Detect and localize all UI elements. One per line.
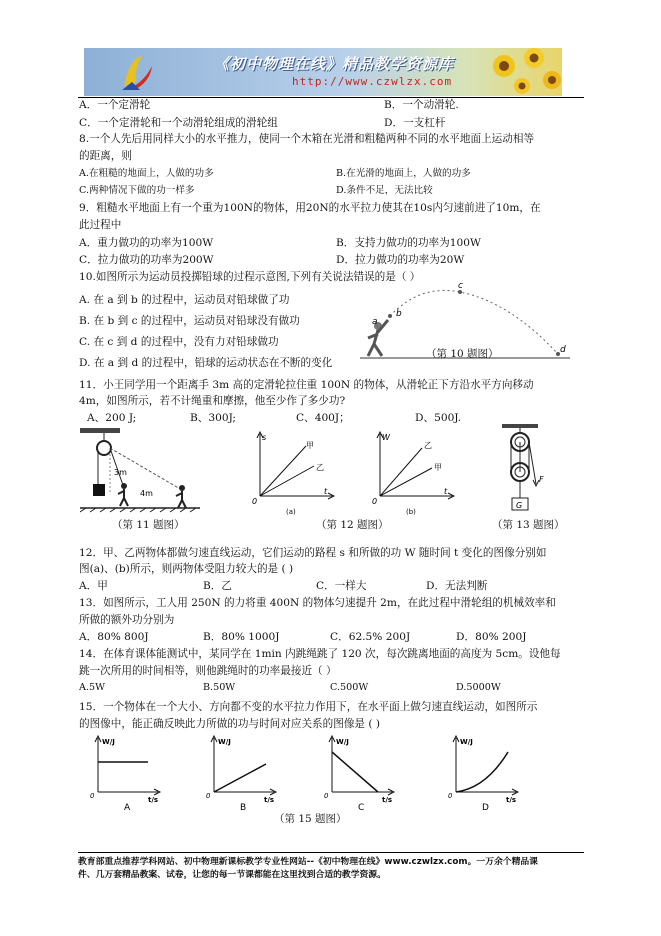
q7-option-c: C．一个定滑轮和一个动滑轮组成的滑轮组 (79, 117, 278, 129)
q10-option-d: D. 在 a 到 d 的过程中，铅球的运动状态在不断的变化 (79, 357, 333, 369)
q7-option-a: A．一个定滑轮 (79, 99, 151, 111)
q10-option-c: C. 在 c 到 d 的过程中，没有力对铅球做功 (79, 336, 279, 348)
q9-option-d: D．拉力做功的功率为20W (336, 254, 465, 266)
q13-pulley-block-figure (494, 422, 554, 518)
q12a-ylabel: s (262, 433, 267, 442)
q15-caption: （第 15 题图） (274, 813, 347, 825)
q12-stem-line2: 图(a)、(b)所示，则两物体受阻力较大的是 ( ) (79, 563, 294, 575)
q15a-origin: 0 (90, 792, 95, 800)
q15-graphs-figure (88, 734, 538, 812)
q10-option-b: B. 在 b 到 c 的过程中，运动员对铅球没有做功 (79, 315, 300, 327)
athlete-figure-icon (368, 320, 388, 356)
q15d-ylabel: W/J (460, 738, 473, 746)
q11-stem-line2: 4m，如图所示，若不计绳重和摩擦，他至少作了多少功? (79, 395, 346, 407)
q15d-origin: 0 (448, 792, 453, 800)
q7-option-b: B．一个动滑轮. (384, 99, 459, 111)
q11-weight-block (93, 484, 105, 496)
q14-option-a: A.5W (79, 682, 105, 693)
q15c-ylabel: W/J (336, 738, 349, 746)
q15c-origin: 0 (324, 792, 329, 800)
q15-stem-line1: 15．一个物体在一个大小、方向都不变的水平拉力作用下，在水平面上做匀速直线运动，如图所示 (79, 701, 538, 713)
q12a-line2-label: 乙 (316, 463, 324, 472)
q11-stem-line1: 11．小王同学用一个距离手 3m 高的定滑轮拉住重 100N 的物体，从滑轮正下方沿水平方向移动 (79, 379, 534, 391)
q7-option-d: D．一支杠杆 (384, 117, 446, 129)
footer-line2: 件、几万套精品教案、试卷，让您的每一节课都能在这里找到合适的教学资源。 (78, 870, 386, 880)
q12b-line2-label: 甲 (434, 463, 442, 472)
q12b-line1-label: 乙 (424, 441, 432, 450)
header-banner (84, 48, 562, 96)
q9-stem-line2: 此过程中 (79, 219, 122, 231)
q14-stem-line2: 跳一次所用的时间相等，则他跳绳时的功率最接近（ ） (79, 665, 337, 677)
banner-url[interactable]: http://www.czwlzx.com (292, 75, 453, 88)
q11-label-4m: 4m (140, 489, 153, 498)
q15b-letter: B (240, 803, 247, 812)
q15d-letter: D (482, 803, 489, 812)
q12-caption: （第 12 题图） (316, 519, 389, 531)
q15-graph-a (90, 736, 160, 812)
sunflower-decoration-icon (482, 48, 562, 96)
q11-option-a: A、200 J; (87, 412, 137, 424)
q13-caption: （第 13 题图） (492, 519, 565, 531)
q12-option-d: D．无法判断 (426, 580, 488, 592)
q11-pulley-figure (80, 428, 200, 514)
q10-caption: （第 10 题图） (426, 348, 499, 360)
q8-stem-line2: 的距离，则 (79, 150, 132, 162)
q10-option-a: A. 在 a 到 b 的过程中，运动员对铅球做了功 (79, 294, 290, 306)
q14-option-d: D.5000W (456, 682, 501, 693)
header-rule (78, 97, 584, 98)
q12b-ylabel: W (382, 433, 390, 442)
q8-option-d: D.条件不足，无法比较 (336, 185, 433, 196)
q12b-tag: (b) (406, 508, 416, 516)
q13-option-c: C．62.5% 200J (330, 631, 411, 643)
banner-title: 《初中物理在线》精品教学资源库 (214, 55, 455, 73)
q15b-origin: 0 (206, 792, 211, 800)
q15a-xlabel: t/s (148, 796, 159, 804)
q10-label-c: c (458, 282, 463, 291)
q15-graph-d (448, 736, 518, 812)
q15b-ylabel: W/J (218, 738, 231, 746)
q9-option-c: C．拉力做功的功率为200W (79, 254, 214, 266)
q15-graph-c (324, 736, 394, 812)
q8-option-c: C.两种情况下做的功一样多 (79, 185, 195, 196)
q10-label-d: d (560, 345, 566, 355)
footer-rule (78, 852, 584, 853)
q15b-xlabel: t/s (264, 796, 275, 804)
site-logo-icon (120, 52, 156, 92)
q12a-origin: 0 (252, 497, 258, 506)
q10-label-a: a (372, 317, 378, 327)
q15-graph-b (206, 736, 276, 812)
q15a-ylabel: W/J (102, 738, 115, 746)
q14-stem-line1: 14．在体育课体能测试中，某同学在 1min 内跳绳跳了 120 次，每次跳离地面的高度为 5cm。设他每 (79, 648, 561, 660)
q8-option-b: B.在光滑的地面上，人做的功多 (336, 168, 471, 179)
q10-label-b: b (396, 309, 402, 319)
q15a-letter: A (124, 803, 131, 812)
q13-label-g: G (516, 501, 523, 510)
q12-option-c: C．一样大 (316, 580, 367, 592)
footer-text (78, 856, 584, 882)
q12-option-b: B．乙 (203, 580, 232, 592)
q11-label-3m: 3m (114, 468, 127, 477)
q12-option-a: A．甲 (79, 580, 108, 592)
q12-graph-a (248, 428, 340, 516)
q15c-letter: C (358, 803, 365, 812)
q13-option-a: A．80% 800J (79, 631, 149, 643)
q10-stem: 10.如图所示为运动员投掷铅球的过程示意图,下列有关说法错误的是（ ） (79, 271, 421, 283)
q14-option-b: B.50W (203, 682, 236, 693)
q12a-line1-label: 甲 (306, 441, 314, 450)
q8-option-a: A.在粗糙的地面上，人做的功多 (79, 168, 214, 179)
q11-option-d: D、500J. (415, 412, 462, 424)
q13-option-b: B．80% 1000J (203, 631, 280, 643)
q13-option-d: D．80% 200J (456, 631, 527, 643)
q8-stem-line1: 8.一个人先后用同样大小的水平推力，使同一个木箱在光滑和粗糙两种不同的水平地面上运动相等 (79, 133, 535, 145)
q12a-xlabel: t (324, 487, 328, 496)
q11-caption: （第 11 题图） (112, 519, 185, 531)
q12b-origin: 0 (372, 497, 378, 506)
q15-stem-line2: 的图像中，能正确反映此力所做的功与时间对应关系的图像是 ( ) (79, 718, 381, 730)
q9-option-a: A．重力做功的功率为100W (79, 237, 214, 249)
q12b-xlabel: t (444, 487, 448, 496)
q15c-xlabel: t/s (382, 796, 393, 804)
q14-option-c: C.500W (330, 682, 369, 693)
q12-stem-line1: 12．甲、乙两物体都做匀速直线运动，它们运动的路程 s 和所做的功 W 随时间 t 变化的图像分别如 (79, 547, 547, 559)
q12a-tag: (a) (286, 508, 296, 516)
q13-stem-line2: 所做的额外功分别为 (79, 614, 175, 626)
q11-option-b: B、300J; (190, 412, 236, 424)
q9-option-b: B．支持力做功的功率为100W (336, 237, 481, 249)
q13-stem-line1: 13．如图所示，工人用 250N 的力将重 400N 的物体匀速提升 2m，在此过程中滑轮组的机械效率和 (79, 597, 556, 609)
q9-stem-line1: 9．粗糙水平地面上有一个重为100N的物体，用20N的水平拉力使其在10s内匀速前进了10m，在 (79, 202, 541, 214)
q12-graph-b (368, 428, 460, 516)
q13-label-f: F (539, 475, 544, 484)
q11-option-c: C、400J； (296, 412, 350, 424)
footer-line1: 教育部重点推荐学科网站、初中物理新课标教学专业性网站--《初中物理在线》www.czwlzx.com。一万余个精品课 (78, 857, 538, 867)
q15d-xlabel: t/s (506, 796, 517, 804)
